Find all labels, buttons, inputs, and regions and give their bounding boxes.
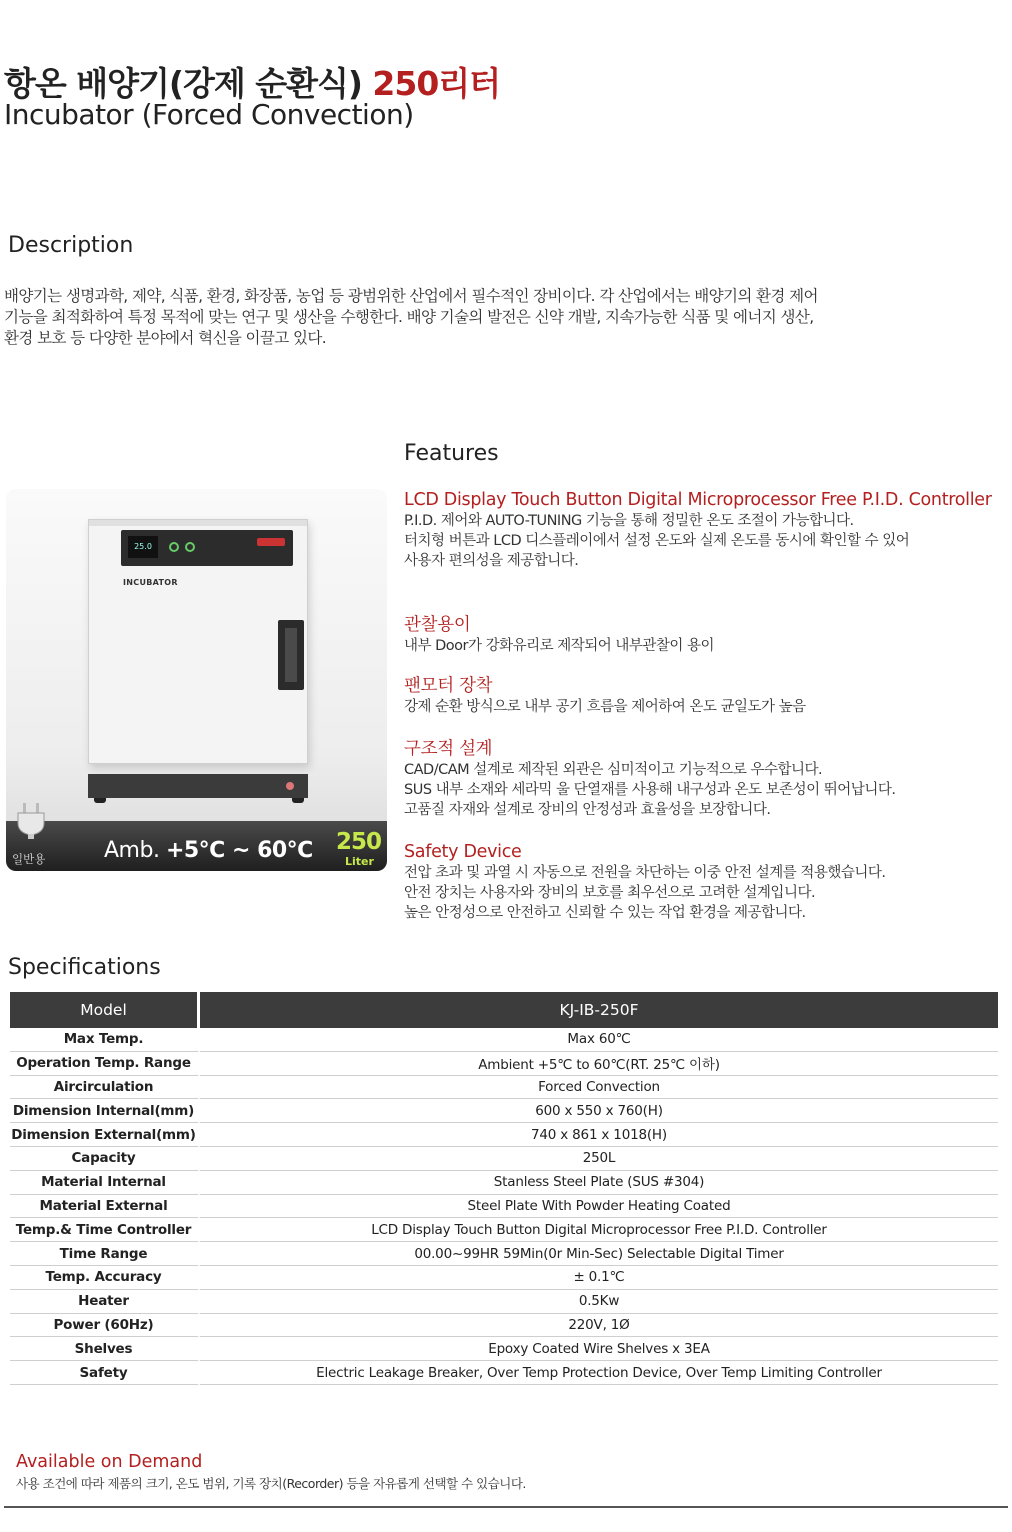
capacity-number: 250 bbox=[336, 829, 382, 855]
spec-label: Material External bbox=[10, 1195, 200, 1219]
table-header-row bbox=[10, 992, 998, 1028]
spec-value: 0.5Kw bbox=[200, 1290, 998, 1314]
spec-label: Heater bbox=[10, 1290, 200, 1314]
column-header-model: Model bbox=[10, 992, 200, 1028]
table-row bbox=[10, 1147, 998, 1171]
spec-value: ± 0.1℃ bbox=[200, 1266, 998, 1290]
spec-label: Time Range bbox=[10, 1242, 200, 1266]
spec-value: Epoxy Coated Wire Shelves x 3EA bbox=[200, 1337, 998, 1361]
feature-line: 높은 안정성으로 안전하고 신뢰할 수 있는 작업 환경을 제공합니다. bbox=[404, 905, 806, 921]
spec-value: Steel Plate With Powder Heating Coated bbox=[200, 1195, 998, 1219]
specifications-table bbox=[10, 992, 998, 1385]
table-row bbox=[10, 1290, 998, 1314]
spec-label: Temp. Accuracy bbox=[10, 1266, 200, 1290]
spec-value: Ambient +5℃ to 60℃(RT. 25℃ 이하) bbox=[200, 1052, 998, 1076]
available-heading: Available on Demand bbox=[16, 1452, 203, 1472]
spec-label: Dimension External(mm) bbox=[10, 1123, 200, 1147]
table-row bbox=[10, 1314, 998, 1338]
table-row bbox=[10, 1099, 998, 1123]
feature-title: 관찰용이 bbox=[404, 615, 471, 635]
amb-range: +5℃ ~ 60℃ bbox=[165, 838, 313, 863]
cabinet-foot bbox=[94, 798, 106, 803]
table-row bbox=[10, 1266, 998, 1290]
table-row bbox=[10, 1218, 998, 1242]
general-use-label: 일반용 bbox=[12, 852, 46, 866]
spec-label: Temp.& Time Controller bbox=[10, 1218, 200, 1242]
spec-label: Shelves bbox=[10, 1337, 200, 1361]
product-image bbox=[6, 489, 387, 871]
table-row bbox=[10, 1337, 998, 1361]
spec-label: Aircirculation bbox=[10, 1076, 200, 1100]
column-header-model-number: KJ-IB-250F bbox=[200, 992, 998, 1028]
description-line: 환경 보호 등 다양한 분야에서 혁신을 이끌고 있다. bbox=[4, 329, 327, 347]
feature-line: 강제 순환 방식으로 내부 공기 흐름을 제어하여 온도 균일도가 높음 bbox=[404, 699, 806, 715]
spec-label: Material Internal bbox=[10, 1171, 200, 1195]
specifications-heading: Specifications bbox=[8, 955, 161, 980]
spec-value: LCD Display Touch Button Digital Microprocessor Free P.I.D. Controller bbox=[200, 1218, 998, 1242]
spec-value: 600 x 550 x 760(H) bbox=[200, 1099, 998, 1123]
spec-value: Max 60℃ bbox=[200, 1028, 998, 1052]
feature-line: 전압 초과 및 과열 시 자동으로 전원을 차단하는 이중 안전 설계를 적용했습니다. bbox=[404, 865, 886, 881]
table-row bbox=[10, 1076, 998, 1100]
spec-value: Electric Leakage Breaker, Over Temp Protection Device, Over Temp Limiting Controller bbox=[200, 1361, 998, 1385]
panel-button-icon bbox=[185, 542, 195, 552]
lcd-display: 25.0 bbox=[128, 536, 158, 558]
spec-label: Safety bbox=[10, 1361, 200, 1385]
description-body bbox=[4, 286, 1008, 349]
feature-line: 내부 Door가 강화유리로 제작되어 내부관찰이 용이 bbox=[404, 638, 715, 654]
feature-item bbox=[404, 489, 1004, 571]
temperature-range-label bbox=[104, 838, 313, 863]
table-row bbox=[10, 1195, 998, 1219]
feature-line: 터치형 버튼과 LCD 디스플레이에서 설정 온도와 실제 온도를 동시에 확인할 수 있어 bbox=[404, 533, 910, 549]
cabinet-top-edge bbox=[89, 520, 307, 526]
incubator-cabinet bbox=[88, 519, 308, 764]
table-row bbox=[10, 1171, 998, 1195]
title-korean-main: 항온 배양기(강제 순환식) bbox=[4, 64, 373, 103]
table-row bbox=[10, 1242, 998, 1266]
capacity-unit: Liter bbox=[345, 855, 374, 868]
features-heading: Features bbox=[404, 441, 499, 466]
page-title-english: Incubator (Forced Convection) bbox=[4, 98, 414, 131]
spec-value: 220V, 1Ø bbox=[200, 1314, 998, 1338]
description-heading: Description bbox=[8, 233, 134, 258]
bottom-divider bbox=[4, 1506, 1008, 1508]
spec-label: Operation Temp. Range bbox=[10, 1052, 200, 1076]
description-line: 기능을 최적화하여 특정 목적에 맞는 연구 및 생산을 수행한다. 배양 기술의 발전은 신약 개발, 지속가능한 식품 및 에너지 생산, bbox=[4, 308, 814, 326]
feature-item bbox=[404, 738, 1004, 820]
spec-label: Power (60Hz) bbox=[10, 1314, 200, 1338]
door-handle bbox=[278, 620, 304, 690]
panel-button-icon bbox=[169, 542, 179, 552]
feature-line: SUS 내부 소재와 세라믹 울 단열재를 사용해 내구성과 온도 보존성이 뛰어납니다. bbox=[404, 782, 896, 798]
spec-value: 740 x 861 x 1018(H) bbox=[200, 1123, 998, 1147]
feature-title: 구조적 설계 bbox=[404, 739, 493, 759]
feature-item bbox=[404, 614, 1004, 656]
cabinet-foot bbox=[292, 798, 304, 803]
brand-logo bbox=[257, 538, 285, 546]
control-panel bbox=[121, 530, 293, 566]
spec-label: Dimension Internal(mm) bbox=[10, 1099, 200, 1123]
spec-label: Max Temp. bbox=[10, 1028, 200, 1052]
table-row bbox=[10, 1123, 998, 1147]
feature-line: CAD/CAM 설계로 제작된 외관은 심미적이고 기능적으로 우수합니다. bbox=[404, 762, 823, 778]
available-body: 사용 조건에 따라 제품의 크기, 온도 범위, 기록 장치(Recorder) 등을 자유롭게 선택할 수 있습니다. bbox=[16, 1476, 526, 1491]
cabinet-label: INCUBATOR bbox=[123, 578, 178, 587]
title-korean-capacity: 250리터 bbox=[372, 64, 501, 103]
table-row bbox=[10, 1361, 998, 1385]
spec-value: 00.00~99HR 59Min(0r Min-Sec) Selectable Digital Timer bbox=[200, 1242, 998, 1266]
spec-label: Capacity bbox=[10, 1147, 200, 1171]
table-row bbox=[10, 1028, 998, 1052]
feature-item bbox=[404, 675, 1004, 717]
table-row bbox=[10, 1052, 998, 1076]
feature-line: 안전 장치는 사용자와 장비의 보호를 최우선으로 고려한 설계입니다. bbox=[404, 885, 816, 901]
feature-title: 팬모터 장착 bbox=[404, 676, 493, 696]
spec-value: Forced Convection bbox=[200, 1076, 998, 1100]
cabinet-base bbox=[88, 774, 308, 798]
feature-item bbox=[404, 841, 1004, 923]
feature-title: Safety Device bbox=[404, 842, 522, 862]
description-line: 배양기는 생명과학, 제약, 식품, 환경, 화장품, 농업 등 광범위한 산업에서 필수적인 장비이다. 각 산업에서는 배양기의 환경 제어 bbox=[4, 287, 818, 305]
power-plug-icon bbox=[14, 803, 48, 839]
spec-value: Stanless Steel Plate (SUS #304) bbox=[200, 1171, 998, 1195]
power-switch-icon bbox=[286, 782, 294, 790]
feature-line: P.I.D. 제어와 AUTO-TUNING 기능을 통해 정밀한 온도 조절이 가능합니다. bbox=[404, 513, 854, 529]
amb-prefix: Amb. bbox=[104, 838, 166, 863]
feature-title: LCD Display Touch Button Digital Microprocessor Free P.I.D. Controller bbox=[404, 490, 992, 510]
spec-value: 250L bbox=[200, 1147, 998, 1171]
feature-line: 사용자 편의성을 제공합니다. bbox=[404, 553, 579, 569]
feature-line: 고품질 자재와 설계로 장비의 안정성과 효율성을 보장합니다. bbox=[404, 802, 771, 818]
